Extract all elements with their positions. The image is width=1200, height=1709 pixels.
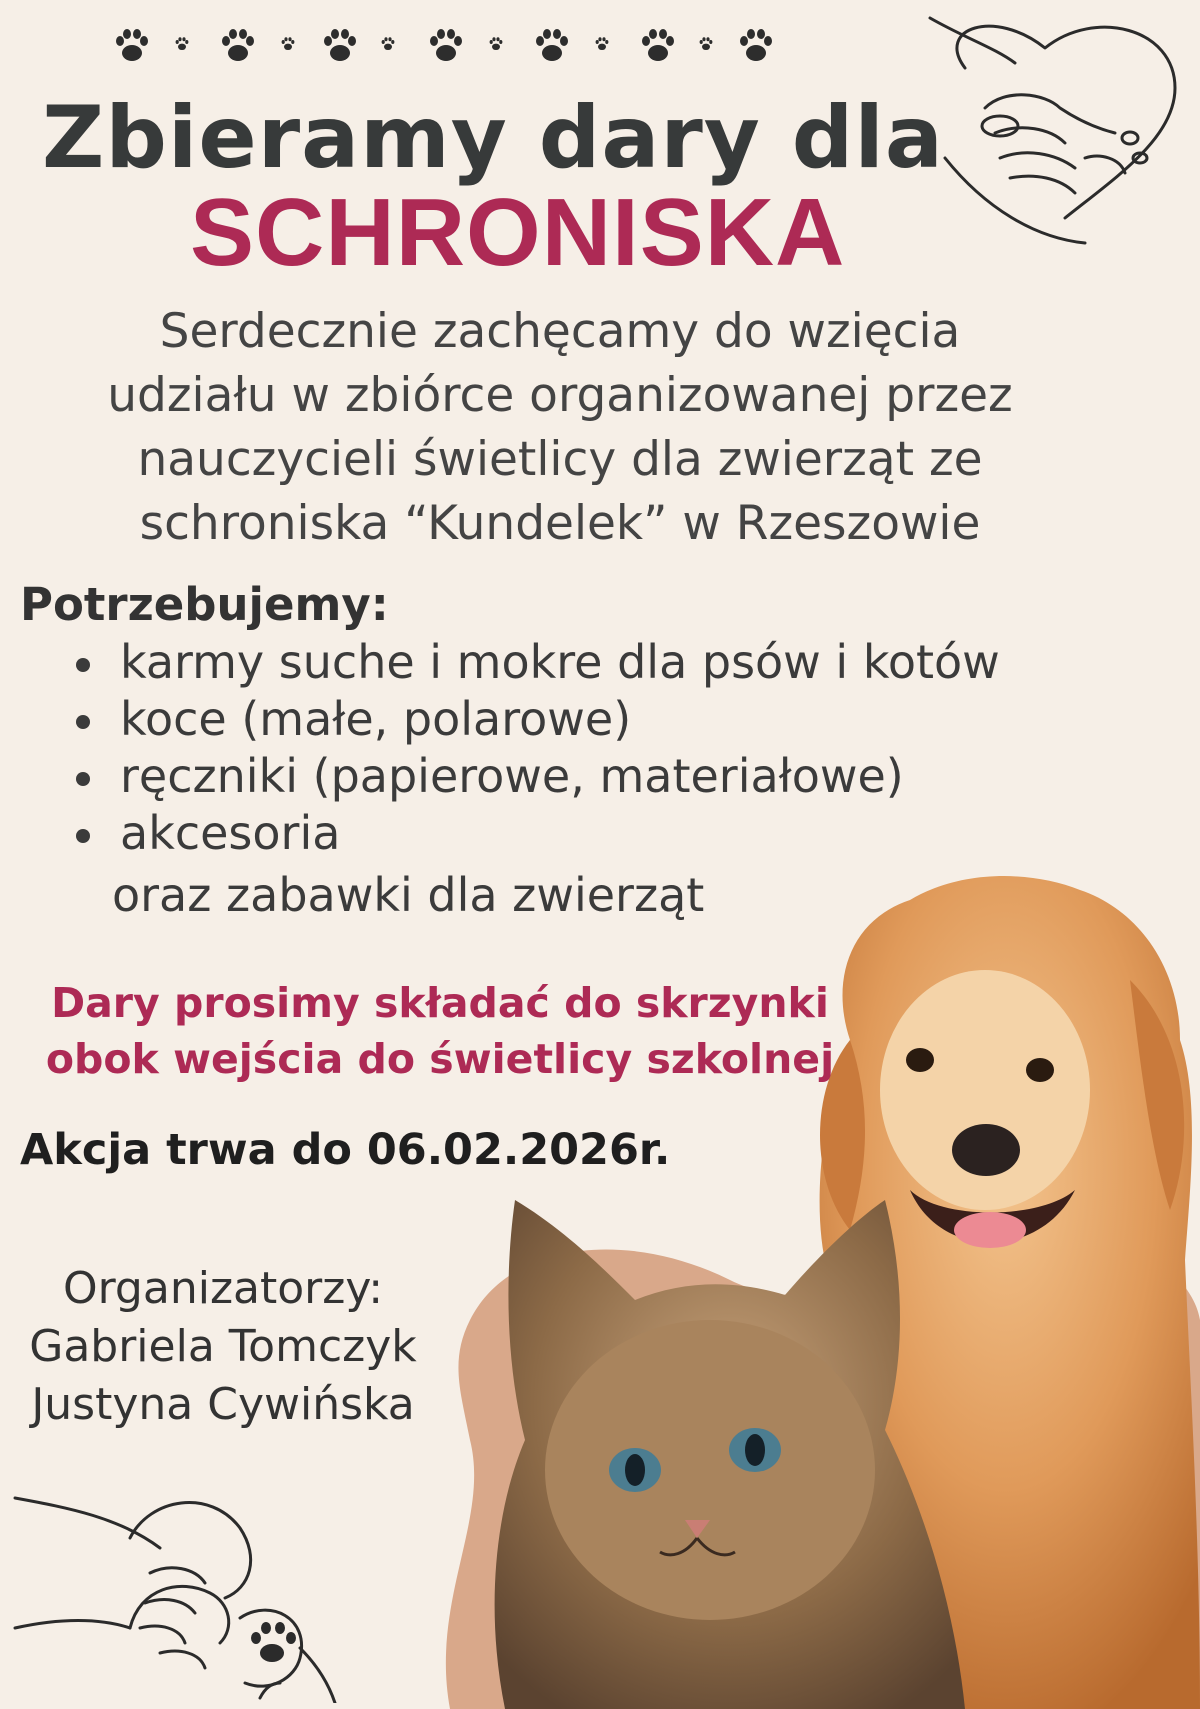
intro-line: udziału w zbiórce organizowanej przez: [107, 368, 1013, 423]
list-item-text: koce (małe, polarowe): [120, 692, 632, 746]
needs-extra-line: oraz zabawki dla zwierząt: [112, 868, 705, 922]
title-line-1: Zbieramy dary dla: [42, 88, 944, 188]
list-item-text: ręczniki (papierowe, materiałowe): [120, 749, 904, 803]
organizer-name: Gabriela Tomczyk: [29, 1321, 417, 1372]
paw-print-icon: [320, 26, 360, 66]
bullet-icon: [76, 658, 90, 672]
paw-print-icon: [594, 36, 610, 52]
heart-hand-paw-icon: [925, 8, 1190, 258]
needs-heading: Potrzebujemy:: [20, 578, 389, 631]
paw-print-icon: [532, 26, 572, 66]
paw-print-icon: [112, 26, 152, 66]
list-item: [72, 805, 1072, 862]
paw-print-icon: [174, 36, 190, 52]
intro-line: schroniska “Kundelek” w Rzeszowie: [139, 496, 981, 551]
list-item-text: karmy suche i mokre dla psów i kotów: [120, 635, 1000, 689]
intro-line: nauczycieli świetlicy dla zwierząt ze: [137, 432, 983, 487]
organizers-label: Organizatorzy:: [62, 1263, 384, 1314]
intro-paragraph: [20, 300, 1100, 556]
drop-info: [30, 975, 850, 1087]
paw-print-icon: [218, 26, 258, 66]
bullet-icon: [76, 829, 90, 843]
list-item: [72, 634, 1072, 691]
paw-print-icon: [380, 36, 396, 52]
bullet-icon: [76, 772, 90, 786]
paw-print-row: [112, 22, 812, 72]
organizers: [8, 1260, 438, 1434]
drop-info-line: Dary prosimy składać do skrzynki: [51, 979, 829, 1027]
intro-line: Serdecznie zachęcamy do wzięcia: [159, 304, 961, 359]
bullet-icon: [76, 715, 90, 729]
paw-print-icon: [488, 36, 504, 52]
paw-print-icon: [736, 26, 776, 66]
drop-info-line: obok wejścia do świetlicy szkolnej: [45, 1035, 835, 1083]
paw-print-icon: [698, 36, 714, 52]
paw-print-icon: [638, 26, 678, 66]
organizer-name: Justyna Cywińska: [31, 1379, 415, 1430]
needs-list: [72, 634, 1072, 862]
fist-bump-paw-icon: [10, 1478, 340, 1703]
title-line-2: SCHRONISKA: [190, 179, 846, 286]
paw-print-icon: [280, 36, 296, 52]
deadline: Akcja trwa do 06.02.2026r.: [20, 1125, 671, 1175]
list-item: [72, 691, 1072, 748]
kitten-illustration: [485, 1180, 965, 1709]
list-item-text: akcesoria: [120, 806, 341, 860]
list-item: [72, 748, 1072, 805]
paw-print-icon: [426, 26, 466, 66]
